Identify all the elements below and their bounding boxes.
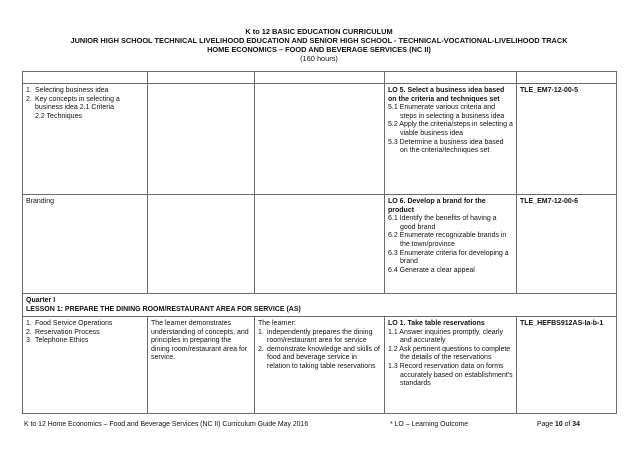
table-row xyxy=(23,195,617,294)
lo-item: 1.2 Ask pertinent questions to complete the details of the reservations xyxy=(388,345,511,362)
lo-title: LO 6. Develop a brand for the product xyxy=(388,198,486,214)
footer-legend: * LO – Learning Outcome xyxy=(390,421,469,428)
content-item: Selecting business idea xyxy=(35,87,109,94)
content-item: Food Service Operations xyxy=(35,320,113,327)
lo-item: 5.1 Enumerate various criteria and steps in selecting a business idea xyxy=(388,104,505,120)
lo-item: 6.2 Enumerate recognizable brands in the town/province xyxy=(388,232,507,248)
quarter-lesson-heading xyxy=(23,294,617,317)
header-course: HOME ECONOMICS – FOOD AND BEVERAGE SERVICES (NC II) xyxy=(207,45,431,54)
page-current: 10 xyxy=(555,421,563,428)
quarter-label: Quarter I xyxy=(26,297,56,304)
lo-item: 5.3 Determine a business idea based on the criteria/techniques set xyxy=(388,138,504,155)
lo-item: 6.1 Identify the benefits of having a good brand xyxy=(388,215,497,231)
performance-item: demonstrate knowledge and skills of food and beverage service in relation to taking table reservations xyxy=(267,345,380,370)
content-standard-cell xyxy=(148,84,255,195)
table-row xyxy=(23,84,617,195)
performance-item: independently prepares the dining room/restaurant area for service xyxy=(267,328,373,345)
quarter-row xyxy=(23,294,617,317)
code-cell: TLE_HEFBS912AS-Ia-b-1 xyxy=(517,317,617,414)
page-total: 34 xyxy=(572,421,580,428)
header-track: JUNIOR HIGH SCHOOL TECHNICAL LIVELIHOOD EDUCATION AND SENIOR HIGH SCHOOL - TECHNICAL-VOCATIONAL-LIVELIHOOD TRACK xyxy=(70,36,568,45)
lo-item: 1.3 Record reservation data on forms accurately based on establishment's standards xyxy=(388,362,513,388)
lo-title: LO 1. Take table reservations xyxy=(388,320,485,327)
page-label: Page xyxy=(537,421,554,428)
performance-standard-cell xyxy=(255,195,385,294)
content-cell: 1. Food Service Operations 2. Reservation Process 3. Telephone Ethics xyxy=(23,317,148,414)
content-standard-cell: The learner demonstrates understanding of concepts, and principles in preparing the dining room/restaurant area for service. xyxy=(148,317,255,414)
table-header-spacer-row xyxy=(23,72,617,84)
header-hours: (160 hours) xyxy=(300,54,338,63)
content-item: Reservation Process xyxy=(35,328,100,336)
performance-standard-cell: The learner: 1. independently prepares the dining room/restaurant area for service 2. demonstrate knowledge and skills of food and beverage service in relation to taking table reservations xyxy=(255,317,385,414)
code-cell: TLE_EM7-12-00-6 xyxy=(517,195,617,294)
lo-item: 6.3 Enumerate criteria for developing a brand xyxy=(388,249,509,266)
lo-item: 5.2 Apply the criteria/steps in selecting a viable business idea xyxy=(388,121,513,137)
lo-item: 1.1 Answer inquiries promptly, clearly and accurately xyxy=(388,328,504,345)
code-cell: TLE_EM7-12-00-5 xyxy=(517,84,617,195)
learning-competency-cell xyxy=(385,84,517,195)
content-cell: Branding xyxy=(23,195,148,294)
learning-competency-cell xyxy=(385,195,517,294)
content-cell: 1. Selecting business idea 2. Key concepts in selecting a business idea 2.1 Criteria 2.2 Techniques xyxy=(23,84,148,195)
header-title: K to 12 BASIC EDUCATION CURRICULUM xyxy=(245,27,393,36)
performance-intro: The learner: xyxy=(258,320,296,327)
lo-title: LO 5. Select a business idea based on the criteria and techniques set xyxy=(388,87,505,103)
page-of-label: of xyxy=(564,421,571,428)
content-standard-cell xyxy=(148,195,255,294)
performance-standard-cell xyxy=(255,84,385,195)
curriculum-table xyxy=(22,71,617,414)
lesson-title: LESSON 1: PREPARE THE DINING ROOM/RESTAURANT AREA FOR SERVICE (AS) xyxy=(26,305,301,313)
content-item: Telephone Ethics xyxy=(35,337,89,345)
learning-competency-cell xyxy=(385,317,517,414)
table-row xyxy=(23,317,617,414)
lo-item: 6.4 Generate a clear appeal xyxy=(388,266,475,274)
footer-page-number xyxy=(537,420,580,429)
content-item: Key concepts in selecting a business idea 2.1 Criteria xyxy=(35,95,120,112)
footer-guide-title: K to 12 Home Economics – Food and Beverage Services (NC II) Curriculum Guide May 2016 xyxy=(24,421,309,428)
content-item: 2.2 Techniques xyxy=(35,112,82,120)
